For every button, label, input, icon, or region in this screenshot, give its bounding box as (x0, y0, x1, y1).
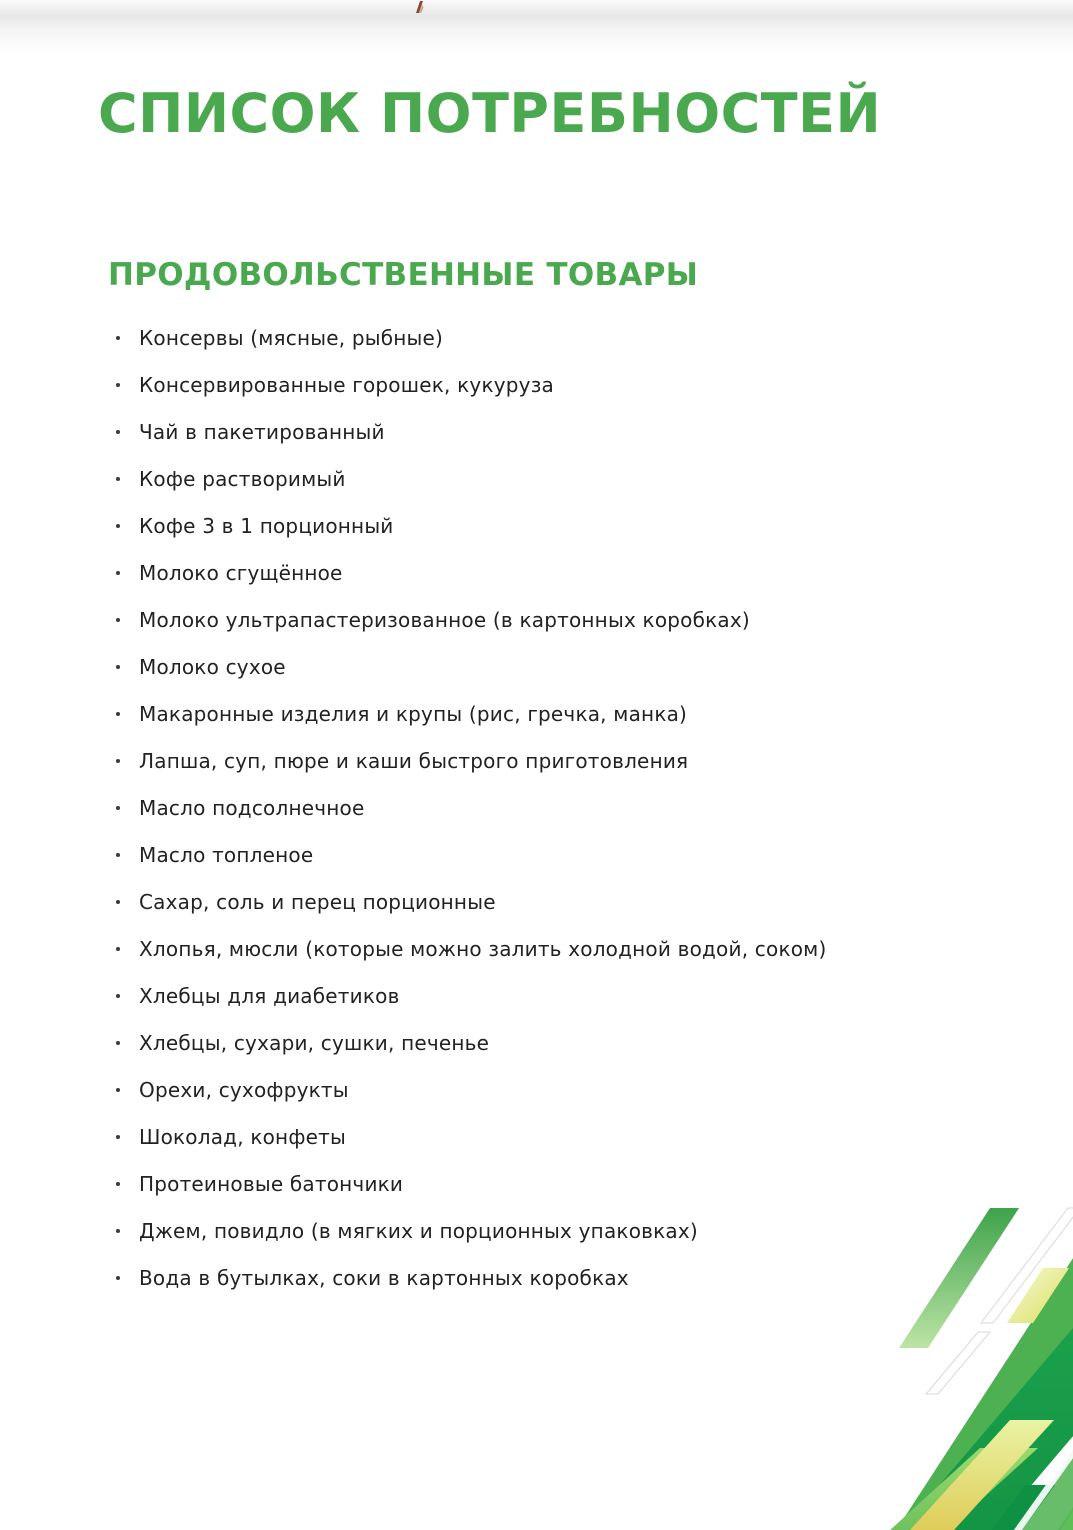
list-item-text: Макаронные изделия и крупы (рис, гречка, манка) (139, 702, 688, 726)
list-item-text: Консервированные горошек, кукуруза (139, 373, 555, 397)
list-item-text: Молоко сухое (139, 655, 286, 679)
bullet-icon (116, 524, 120, 528)
bullet-icon (116, 1135, 120, 1139)
bullet-icon (116, 759, 120, 763)
list-item-text: Сахар, соль и перец порционные (139, 890, 496, 914)
list-item-text: Хлопья, мюсли (которые можно залить холодной водой, соком) (139, 937, 827, 961)
list-item-text: Шоколад, конфеты (139, 1125, 346, 1149)
list-item-text: Джем, повидло (в мягких и порционных упаковках) (139, 1219, 698, 1243)
list-item-text: Масло топленое (139, 843, 314, 867)
bullet-icon (116, 336, 120, 340)
deco-shape (926, 1332, 990, 1394)
bullet-icon (116, 665, 120, 669)
list-item-text: Кофе 3 в 1 порционный (139, 514, 394, 538)
bullet-icon (116, 1088, 120, 1092)
list-item (116, 373, 946, 398)
list-item-text: Вода в бутылках, соки в картонных коробках (139, 1266, 629, 1290)
section-heading-food-products: ПРОДОВОЛЬСТВЕННЫЕ ТОВАРЫ (108, 257, 699, 293)
corner-artifact-mark (415, 1, 425, 13)
top-edge-gradient (0, 0, 1073, 56)
bullet-icon (116, 900, 120, 904)
list-item (116, 655, 946, 680)
bullet-icon (116, 430, 120, 434)
corner-decoration-green-shapes (850, 1180, 1073, 1530)
bullet-icon (116, 1229, 120, 1233)
bullet-icon (116, 1276, 120, 1280)
list-item-text: Лапша, суп, пюре и каши быстрого приготовления (139, 749, 689, 773)
list-item (116, 1078, 946, 1103)
bullet-icon (116, 477, 120, 481)
list-item (116, 608, 946, 633)
list-item-text: Консервы (мясные, рыбные) (139, 326, 444, 350)
bullet-icon (116, 806, 120, 810)
list-item (116, 890, 946, 915)
list-item-text: Протеиновые батончики (139, 1172, 404, 1196)
bullet-icon (116, 712, 120, 716)
bullet-icon (116, 1041, 120, 1045)
list-item (116, 514, 946, 539)
list-item (116, 326, 946, 351)
list-item (116, 937, 946, 962)
list-item (116, 420, 946, 445)
list-item-text: Хлебцы для диабетиков (139, 984, 400, 1008)
list-item-text: Масло подсолнечное (139, 796, 365, 820)
list-item (116, 1125, 946, 1150)
list-item-text: Чай в пакетированный (139, 420, 385, 444)
deco-shape (899, 1208, 1019, 1348)
list-item-text: Орехи, сухофрукты (139, 1078, 349, 1102)
list-item (116, 1266, 946, 1291)
list-item (116, 1031, 946, 1056)
bullet-icon (116, 853, 120, 857)
needs-list (116, 326, 946, 1313)
list-item (116, 796, 946, 821)
list-item-text: Молоко ультрапастеризованное (в картонных коробках) (139, 608, 750, 632)
bullet-icon (116, 383, 120, 387)
bullet-icon (116, 1182, 120, 1186)
list-item (116, 702, 946, 727)
list-item (116, 561, 946, 586)
list-item-text: Хлебцы, сухари, сушки, печенье (139, 1031, 490, 1055)
bullet-icon (116, 947, 120, 951)
bullet-icon (116, 571, 120, 575)
list-item (116, 843, 946, 868)
list-item-text: Кофе растворимый (139, 467, 346, 491)
list-item (116, 1219, 946, 1244)
bullet-icon (116, 618, 120, 622)
list-item (116, 984, 946, 1009)
list-item (116, 749, 946, 774)
list-item (116, 1172, 946, 1197)
list-item (116, 467, 946, 492)
bullet-icon (116, 994, 120, 998)
page-title: СПИСОК ПОТРЕБНОСТЕЙ (98, 82, 882, 145)
list-item-text: Молоко сгущённое (139, 561, 343, 585)
